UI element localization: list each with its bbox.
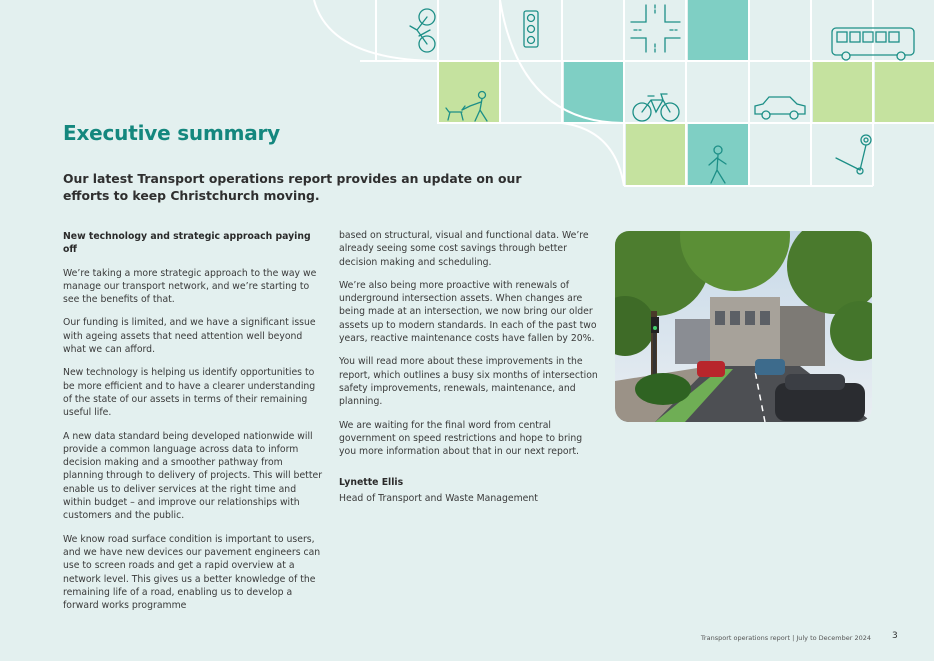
paragraph: We know road surface condition is important to users, and we have new devices our pavement engineers can use to screen roads and get a rapid overview at a network level. This gives us a better knowledge of the remaining life of a road, enabling us to develop a forward works programme bbox=[63, 533, 321, 612]
bicycle-icon bbox=[633, 94, 679, 121]
tile-green bbox=[439, 62, 499, 122]
paragraph: New technology is helping us identify opportunities to be more efficient and to have a clearer understanding of the state of our assets in terms of their remaining useful life. bbox=[63, 367, 316, 419]
paragraph: We’re taking a more strategic approach to the way we manage our transport network, and we’re starting to see the benefits of that. bbox=[63, 267, 317, 306]
section-subheading: New technology and strategic approach paying off bbox=[63, 231, 311, 256]
car-icon bbox=[755, 97, 805, 119]
page-number: 3 bbox=[892, 631, 898, 641]
page-title: Executive summary bbox=[63, 121, 281, 145]
text-column-left bbox=[63, 230, 323, 622]
paragraph: Our funding is limited, and we have a significant issue with ageing assets that need attention well beyond what we can afford. bbox=[63, 317, 316, 356]
tile-green bbox=[626, 124, 686, 186]
footer-text: Transport operations report | July to December 2024 bbox=[700, 634, 871, 642]
text-column-right bbox=[339, 229, 601, 515]
paragraph: We are waiting for the final word from central government on speed restrictions and hope to bring you more information about that in our next report. bbox=[339, 419, 583, 458]
tile-green bbox=[813, 62, 873, 122]
intersection-icon bbox=[631, 5, 680, 52]
paragraph: You will read more about these improvements in the report, which outlines a busy six months of intersection safety improvements, renewals, maintenance, and planning. bbox=[339, 356, 598, 408]
bicycle-icon bbox=[410, 9, 435, 52]
street-photo bbox=[615, 231, 872, 422]
traffic-light-icon bbox=[524, 11, 538, 47]
e-scooter-icon bbox=[836, 135, 871, 174]
paragraph: We’re also being more proactive with renewals of underground intersection assets. When changes are being made at an intersection, we now bring our older assets up to modern standards. In each of the past two years, reactive maintenance costs have fallen by 20%. bbox=[339, 279, 597, 345]
signature-name: Lynette Ellis bbox=[339, 477, 404, 489]
intro-text: Our latest Transport operations report provides an update on our efforts to keep Christchurch moving. bbox=[63, 171, 522, 203]
tile-green bbox=[875, 62, 934, 122]
paragraph: based on structural, visual and functional data. We’re already seeing some cost savings through better decision making and scheduling. bbox=[339, 230, 589, 268]
signature-title: Head of Transport and Waste Management bbox=[339, 492, 538, 504]
tile-teal bbox=[688, 0, 748, 60]
paragraph: A new data standard being developed nationwide will provide a common language across data to inform decision making and a smoother pathway from planning through to delivery of projects. This will better enable us to deliver services at the right time and within budget – and improve our relationships with customers and the public. bbox=[63, 430, 323, 522]
